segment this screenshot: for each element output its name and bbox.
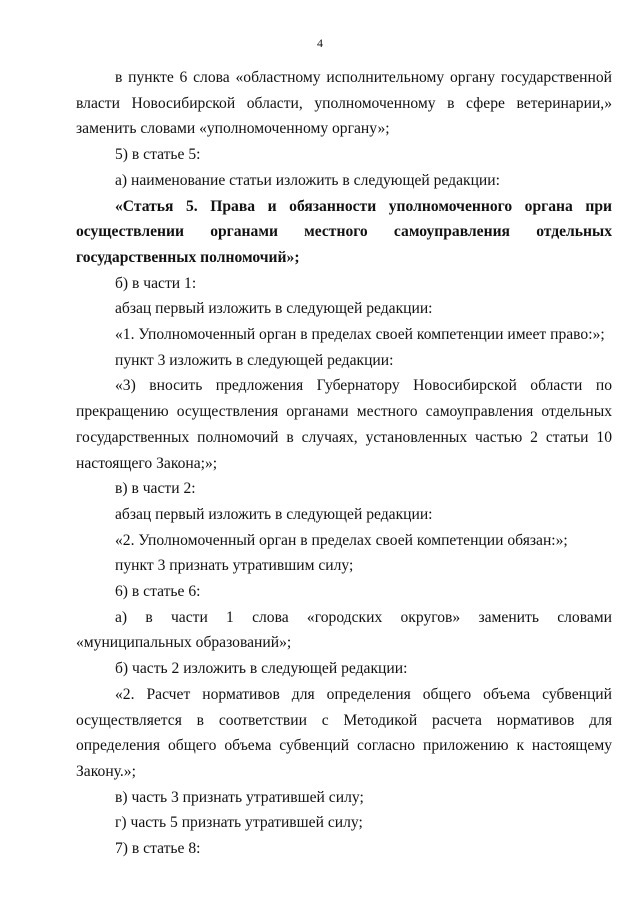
- paragraph-16: б) часть 2 изложить в следующей редакции:: [115, 660, 408, 678]
- page-number: 4: [317, 36, 323, 50]
- paragraph-14: 6) в статье 6:: [115, 583, 201, 601]
- paragraph-11: абзац первый изложить в следующей редакции:: [115, 505, 433, 523]
- paragraph-8: пункт 3 изложить в следующей редакции:: [115, 351, 394, 369]
- document-body: [76, 60, 612, 862]
- paragraph-17: «2. Расчет нормативов для определения общего объема субвенций осуществляется в соответствии с Методикой расчета нормативов для определения общего объема субвенций согласно приложению к настоящему Закону.»;: [76, 685, 612, 780]
- paragraph-3: а) наименование статьи изложить в следующей редакции:: [115, 171, 500, 189]
- paragraph-13: пункт 3 признать утратившим силу;: [115, 557, 354, 575]
- paragraph-15: а) в части 1 слова «городских округов» заменить словами «муниципальных образований»;: [76, 608, 612, 652]
- paragraph-2: 5) в статье 5:: [115, 146, 201, 164]
- paragraph-20: 7) в статье 8:: [115, 840, 201, 858]
- paragraph-5: б) в части 1:: [115, 274, 197, 292]
- article-5-title: «Статья 5. Права и обязанности уполномоченного органа при осуществлении органами местного самоуправления отдельных государственных полномочий»;: [76, 197, 612, 266]
- paragraph-19: г) часть 5 признать утратившей силу;: [115, 814, 363, 832]
- paragraph-12: «2. Уполномоченный орган в пределах своей компетенции обязан:»;: [115, 531, 568, 549]
- paragraph-18: в) часть 3 признать утратившей силу;: [115, 788, 364, 806]
- paragraph-10: в) в части 2:: [115, 480, 196, 498]
- paragraph-1: в пункте 6 слова «областному исполнительному органу государственной власти Новосибирской области, уполномоченному в сфере ветеринарии,» заменить словами «уполномоченному органу»;: [76, 69, 612, 138]
- paragraph-7: «1. Уполномоченный орган в пределах своей компетенции имеет право:»;: [115, 326, 605, 344]
- paragraph-6: абзац первый изложить в следующей редакции:: [115, 300, 433, 318]
- paragraph-9: «3) вносить предложения Губернатору Новосибирской области по прекращению осуществления органами местного самоуправления отдельных государственных полномочий в случаях, установленных частью 2 статьи 10 настоящего Закона;»;: [76, 377, 612, 472]
